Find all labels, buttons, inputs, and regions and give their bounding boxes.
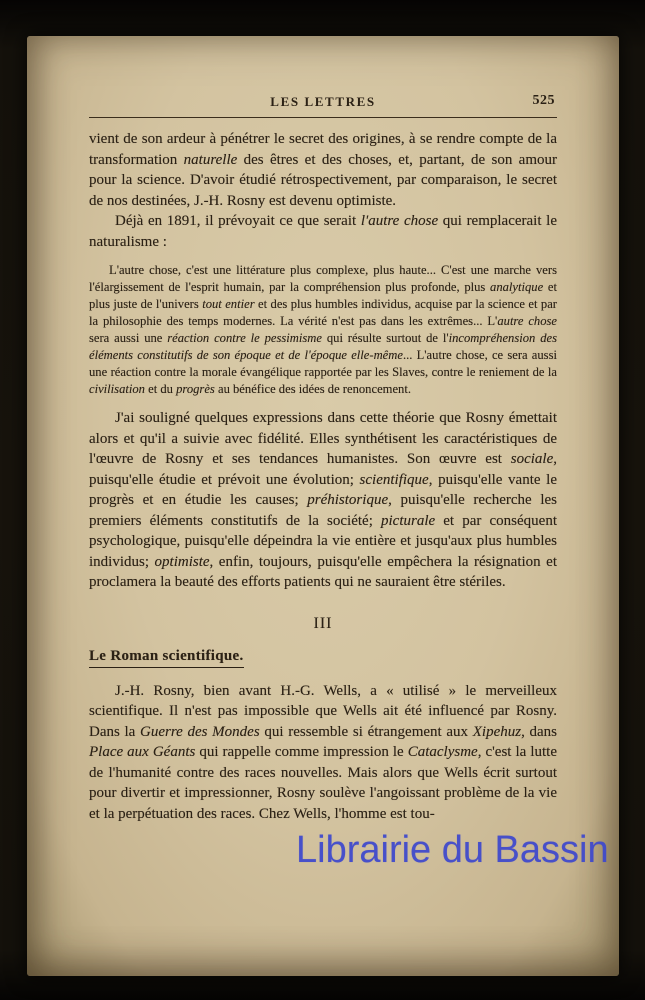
paragraph (89, 211, 557, 252)
paragraph (89, 408, 557, 593)
text-run: , puisqu'elle recherche les premiers éléments constitutifs de la société; (89, 492, 557, 529)
block-quote (89, 262, 557, 398)
text-run: , enfin, toujours, puisqu'elle empêchera la résignation et proclamera la beauté des efforts patients qui ne sauraient être stériles. (89, 553, 557, 590)
italic-run: tout entier (202, 297, 255, 311)
italic-run: civilisation (89, 382, 145, 396)
italic-run: Xipehuz (472, 723, 522, 740)
running-title: LES LETTRES (270, 94, 376, 109)
italic-run: l'autre chose (360, 213, 439, 229)
running-header (89, 94, 557, 112)
text-run: L'autre chose, c'est une littérature plus complexe, plus haute... C'est une marche vers l'élargissement de l'esprit humain, par la compréhension plus profonde, plus (89, 263, 557, 294)
page-number: 525 (532, 93, 555, 108)
text-column (89, 94, 557, 824)
italic-run: autre chose (497, 314, 557, 328)
text-run: , c'est la lutte de l'humanité contre des races nouvelles. Mais alors que Wells écrit surtout pour divertir et impressionner, Rosny soulève l'angoissant problème de la vie et la perpétuation des races. Chez Wells, l'homme est tou- (89, 744, 557, 822)
text-run: vient de son ardeur à pénétrer le secret des origines, à se rendre compte de la transformation (89, 131, 557, 168)
text-run: et des plus humbles individus, acquise par la science et par la philosophie des temps modernes. La vérité n'est pas dans les extrêmes... L' (89, 297, 557, 328)
italic-run: incompréhension des éléments constitutifs de son époque et de l'époque elle-même (89, 331, 558, 362)
paragraph (89, 681, 557, 825)
text-run: qui rappelle comme impression le (195, 744, 408, 760)
text-run: , dans (521, 723, 557, 740)
italic-run: réaction contre le pessimisme (167, 331, 322, 345)
chapter-heading (89, 647, 557, 668)
text-run: au bénéfice des idées de renoncement. (214, 382, 411, 396)
text-run: , puisqu'elle vante le progrès et en étudie les causes; (89, 471, 557, 508)
text-run: qui résulte surtout de l' (321, 331, 449, 345)
italic-run: picturale (381, 512, 436, 529)
text-run: J'ai souligné quelques expressions dans cette théorie que Rosny émettait alors et qu'il a suivie avec fidélité. Elles synthétisent les caractéristiques de l'œuvre de Rosny et ses tendances humanistes. Son œuvre est (89, 410, 557, 467)
italic-run: Cataclysme (407, 744, 478, 760)
text-run: et du (144, 382, 177, 396)
watermark: Librairie du Bassin (296, 829, 609, 871)
italic-run: scientifique (359, 471, 429, 488)
section-number: III (313, 614, 333, 632)
italic-run: Place aux Géants (89, 744, 196, 760)
italic-run: sociale (510, 451, 554, 467)
italic-run: analytique (490, 280, 544, 294)
paragraph (89, 129, 557, 211)
text-run: qui remplacerait le naturalisme : (89, 213, 557, 250)
text-run: sera aussi une (89, 331, 168, 345)
text-run: qui ressemble si étrangement aux (259, 723, 473, 740)
italic-run: progrès (176, 382, 215, 396)
text-run: et plus juste de l'univers (89, 280, 557, 311)
italic-run: préhistorique (307, 492, 389, 508)
header-rule (89, 117, 557, 118)
italic-run: naturelle (183, 151, 238, 168)
chapter-heading-text: Le Roman scientifique. (89, 648, 244, 668)
italic-run: optimiste (154, 553, 210, 570)
text-run: Déjà en 1891, il prévoyait ce que serait (115, 213, 361, 229)
text-run: J.-H. Rosny, bien avant H.-G. Wells, a « utilisé » le merveilleux scientifique. Il n'est pas impossible que Wells ait été influencé par Rosny. Dans la (89, 682, 557, 740)
text-run: et par conséquent psychologique, puisqu'elle dépeindra la vie entière et jusqu'aux plus humbles individus; (89, 512, 557, 570)
text-run: des êtres et des choses, et, partant, de son amour pour la science. D'avoir étudié rétrospectivement, par comparaison, le secret de nos destinées, J.-H. Rosny est devenu optimiste. (89, 151, 557, 209)
italic-run: Guerre des Mondes (140, 723, 260, 740)
text-run: ... L'autre chose, ce sera aussi une réaction contre la morale évangélique rapportée par les Slaves, contre le reniement de la (89, 348, 557, 379)
text-run: , puisqu'elle étudie et prévoit une évolution; (89, 451, 557, 488)
